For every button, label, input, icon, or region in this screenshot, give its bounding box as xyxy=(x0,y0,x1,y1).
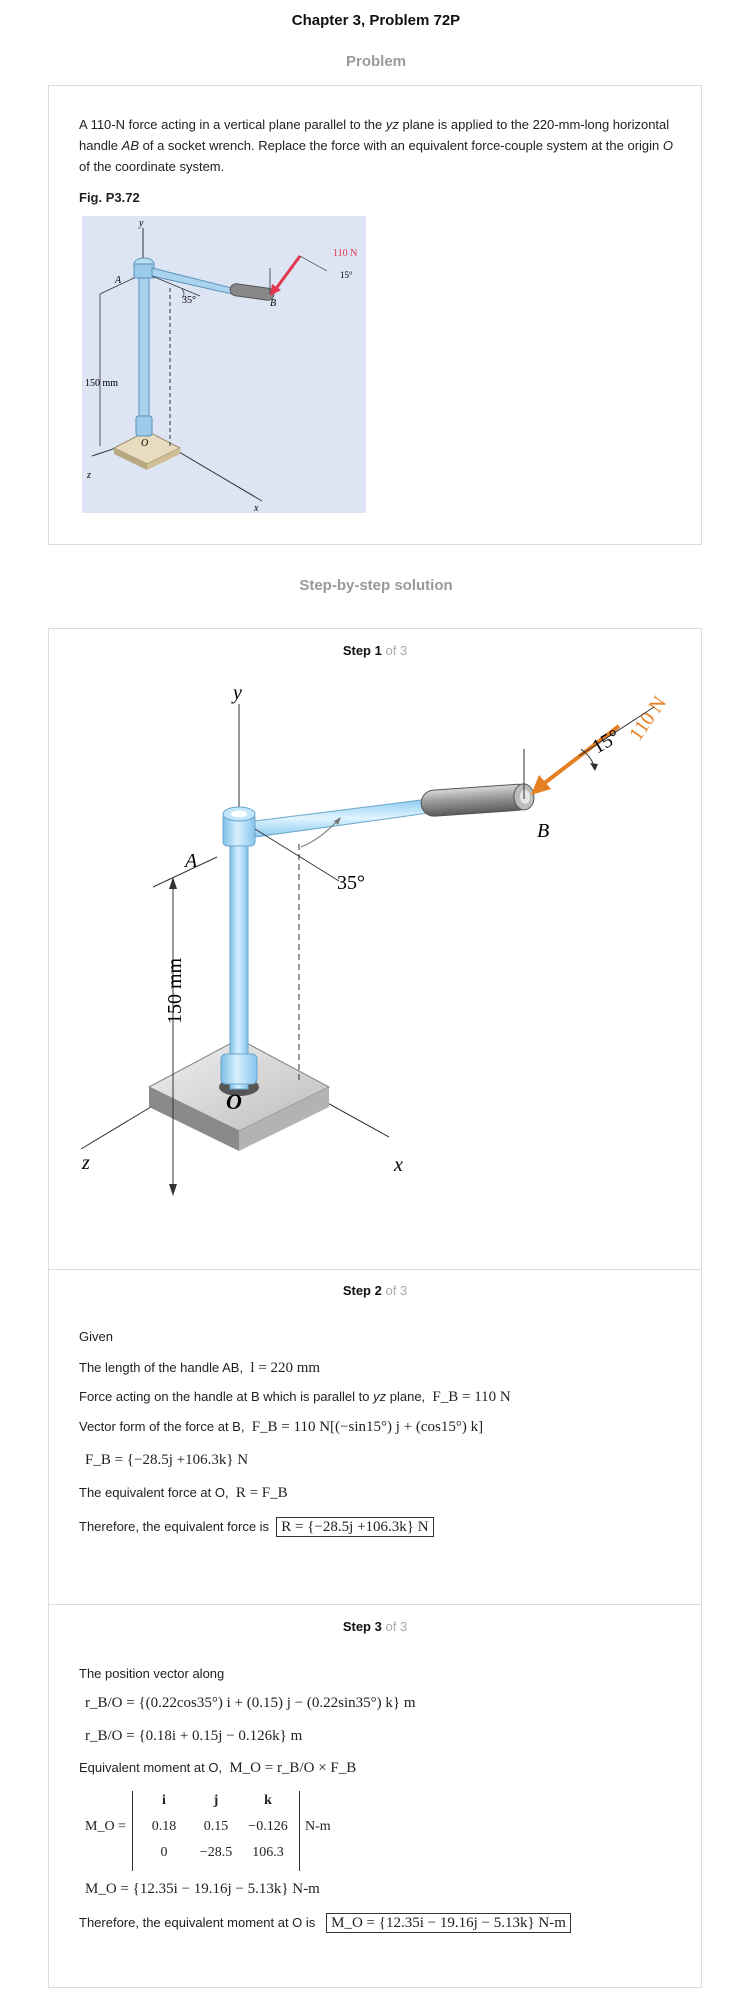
matrix-left-bar xyxy=(132,1791,133,1871)
solution-card xyxy=(48,628,702,1988)
matrix-h-i: i xyxy=(162,1793,166,1808)
step3-therefore-line: Therefore, the equivalent moment at O is M_O = {12.35i − 19.16j − 5.13k} N-m xyxy=(79,1915,571,1932)
step3-moment-line: Equivalent moment at O, M_O = r_B/O × F_B xyxy=(79,1760,357,1776)
step1-b-label: B xyxy=(537,820,550,842)
step3-r1-eq: r_B/O = {(0.22cos35°) i + (0.15) j − (0.22sin35°) k} m xyxy=(85,1695,416,1711)
step2-equiv-line: The equivalent force at O, R = F_B xyxy=(79,1485,288,1501)
step1-a-label: A xyxy=(185,850,198,872)
fig-force-label: 110 N xyxy=(333,248,358,259)
step2-therefore-line: Therefore, the equivalent force is R = {−28.5j +106.3k} N xyxy=(79,1519,434,1536)
step1-figure xyxy=(49,669,703,1249)
fig-a-label: A xyxy=(115,275,122,286)
matrix-r2-c1: 0 xyxy=(160,1845,168,1860)
step-divider-1 xyxy=(49,1269,701,1270)
step1-force-label: 110 N xyxy=(625,692,672,745)
step3-r2-eq: r_B/O = {0.18i + 0.15j − 0.126k} m xyxy=(85,1728,303,1744)
step3-mo-eq: M_O = {12.35i − 19.16j − 5.13k} N-m xyxy=(85,1881,320,1897)
problem-card xyxy=(48,85,702,545)
step3-header: Step 3 of 3 xyxy=(342,1619,408,1634)
fig-o-label: O xyxy=(141,438,149,449)
matrix-h-k: k xyxy=(264,1793,272,1808)
matrix-r2-c3: 106.3 xyxy=(252,1845,284,1860)
step2-force-line: Force acting on the handle at B which is parallel to yz plane, F_B = 110 N xyxy=(79,1389,511,1405)
matrix-r2-c2: −28.5 xyxy=(199,1845,233,1860)
step1-force-angle-label: 15° xyxy=(588,725,624,759)
step2-fb-eq: F_B = {−28.5j +106.3k} N xyxy=(85,1452,249,1468)
step3-answer-box: M_O = {12.35i − 19.16j − 5.13k} N-m xyxy=(326,1913,571,1933)
step1-y-label: y xyxy=(233,682,242,704)
fig-x-label: x xyxy=(254,503,259,513)
matrix-unit: N-m xyxy=(305,1819,331,1834)
step1-angle-label: 35° xyxy=(337,872,365,894)
step2-given: Given xyxy=(79,1329,113,1344)
matrix-h-j: j xyxy=(213,1793,219,1808)
step2-vector-line: Vector form of the force at B, F_B = 110 N[(−sin15°) j + (cos15°) k] xyxy=(79,1419,484,1435)
step3-position-text: The position vector along xyxy=(79,1666,225,1681)
fig-force-angle-label: 15° xyxy=(340,270,353,280)
step1-z-label: z xyxy=(82,1152,90,1174)
fig-b-label: B xyxy=(270,298,277,309)
problem-heading: Problem xyxy=(345,53,406,70)
step1-x-label: x xyxy=(394,1154,403,1176)
step1-o-label: O xyxy=(226,1089,242,1114)
fig-y-label: y xyxy=(139,218,144,229)
fig-angle-label: 35° xyxy=(182,295,196,306)
step2-answer-box: R = {−28.5j +106.3k} N xyxy=(276,1517,433,1537)
step3-matrix xyxy=(79,1787,399,1877)
fig-z-label: z xyxy=(87,470,91,481)
solution-heading: Step-by-step solution xyxy=(299,577,453,594)
matrix-lhs: M_O = xyxy=(85,1819,126,1834)
matrix-r1-c1: 0.18 xyxy=(151,1819,177,1834)
step2-length-line: The length of the handle AB, l = 220 mm xyxy=(79,1360,321,1376)
figure-label: Fig. P3.72 xyxy=(79,190,140,205)
step1-header: Step 1 of 3 xyxy=(342,643,408,658)
fig-height-label: 150 mm xyxy=(85,378,119,389)
problem-figure xyxy=(82,216,366,513)
matrix-right-bar xyxy=(299,1791,300,1871)
step2-header: Step 2 of 3 xyxy=(342,1283,408,1298)
step-divider-2 xyxy=(49,1604,701,1605)
step1-height-label: 150 mm xyxy=(164,957,186,1024)
page-title: Chapter 3, Problem 72P xyxy=(291,12,461,29)
matrix-r1-c2: 0.15 xyxy=(203,1819,229,1834)
problem-text: A 110-N force acting in a vertical plane parallel to the yz plane is applied to the 220-mm-long horizontal handle AB of a socket wrench. Replace the force with an equivalent force-couple system at the origin O of the coordinate system. xyxy=(79,117,674,174)
matrix-r1-c3: −0.126 xyxy=(248,1819,288,1834)
